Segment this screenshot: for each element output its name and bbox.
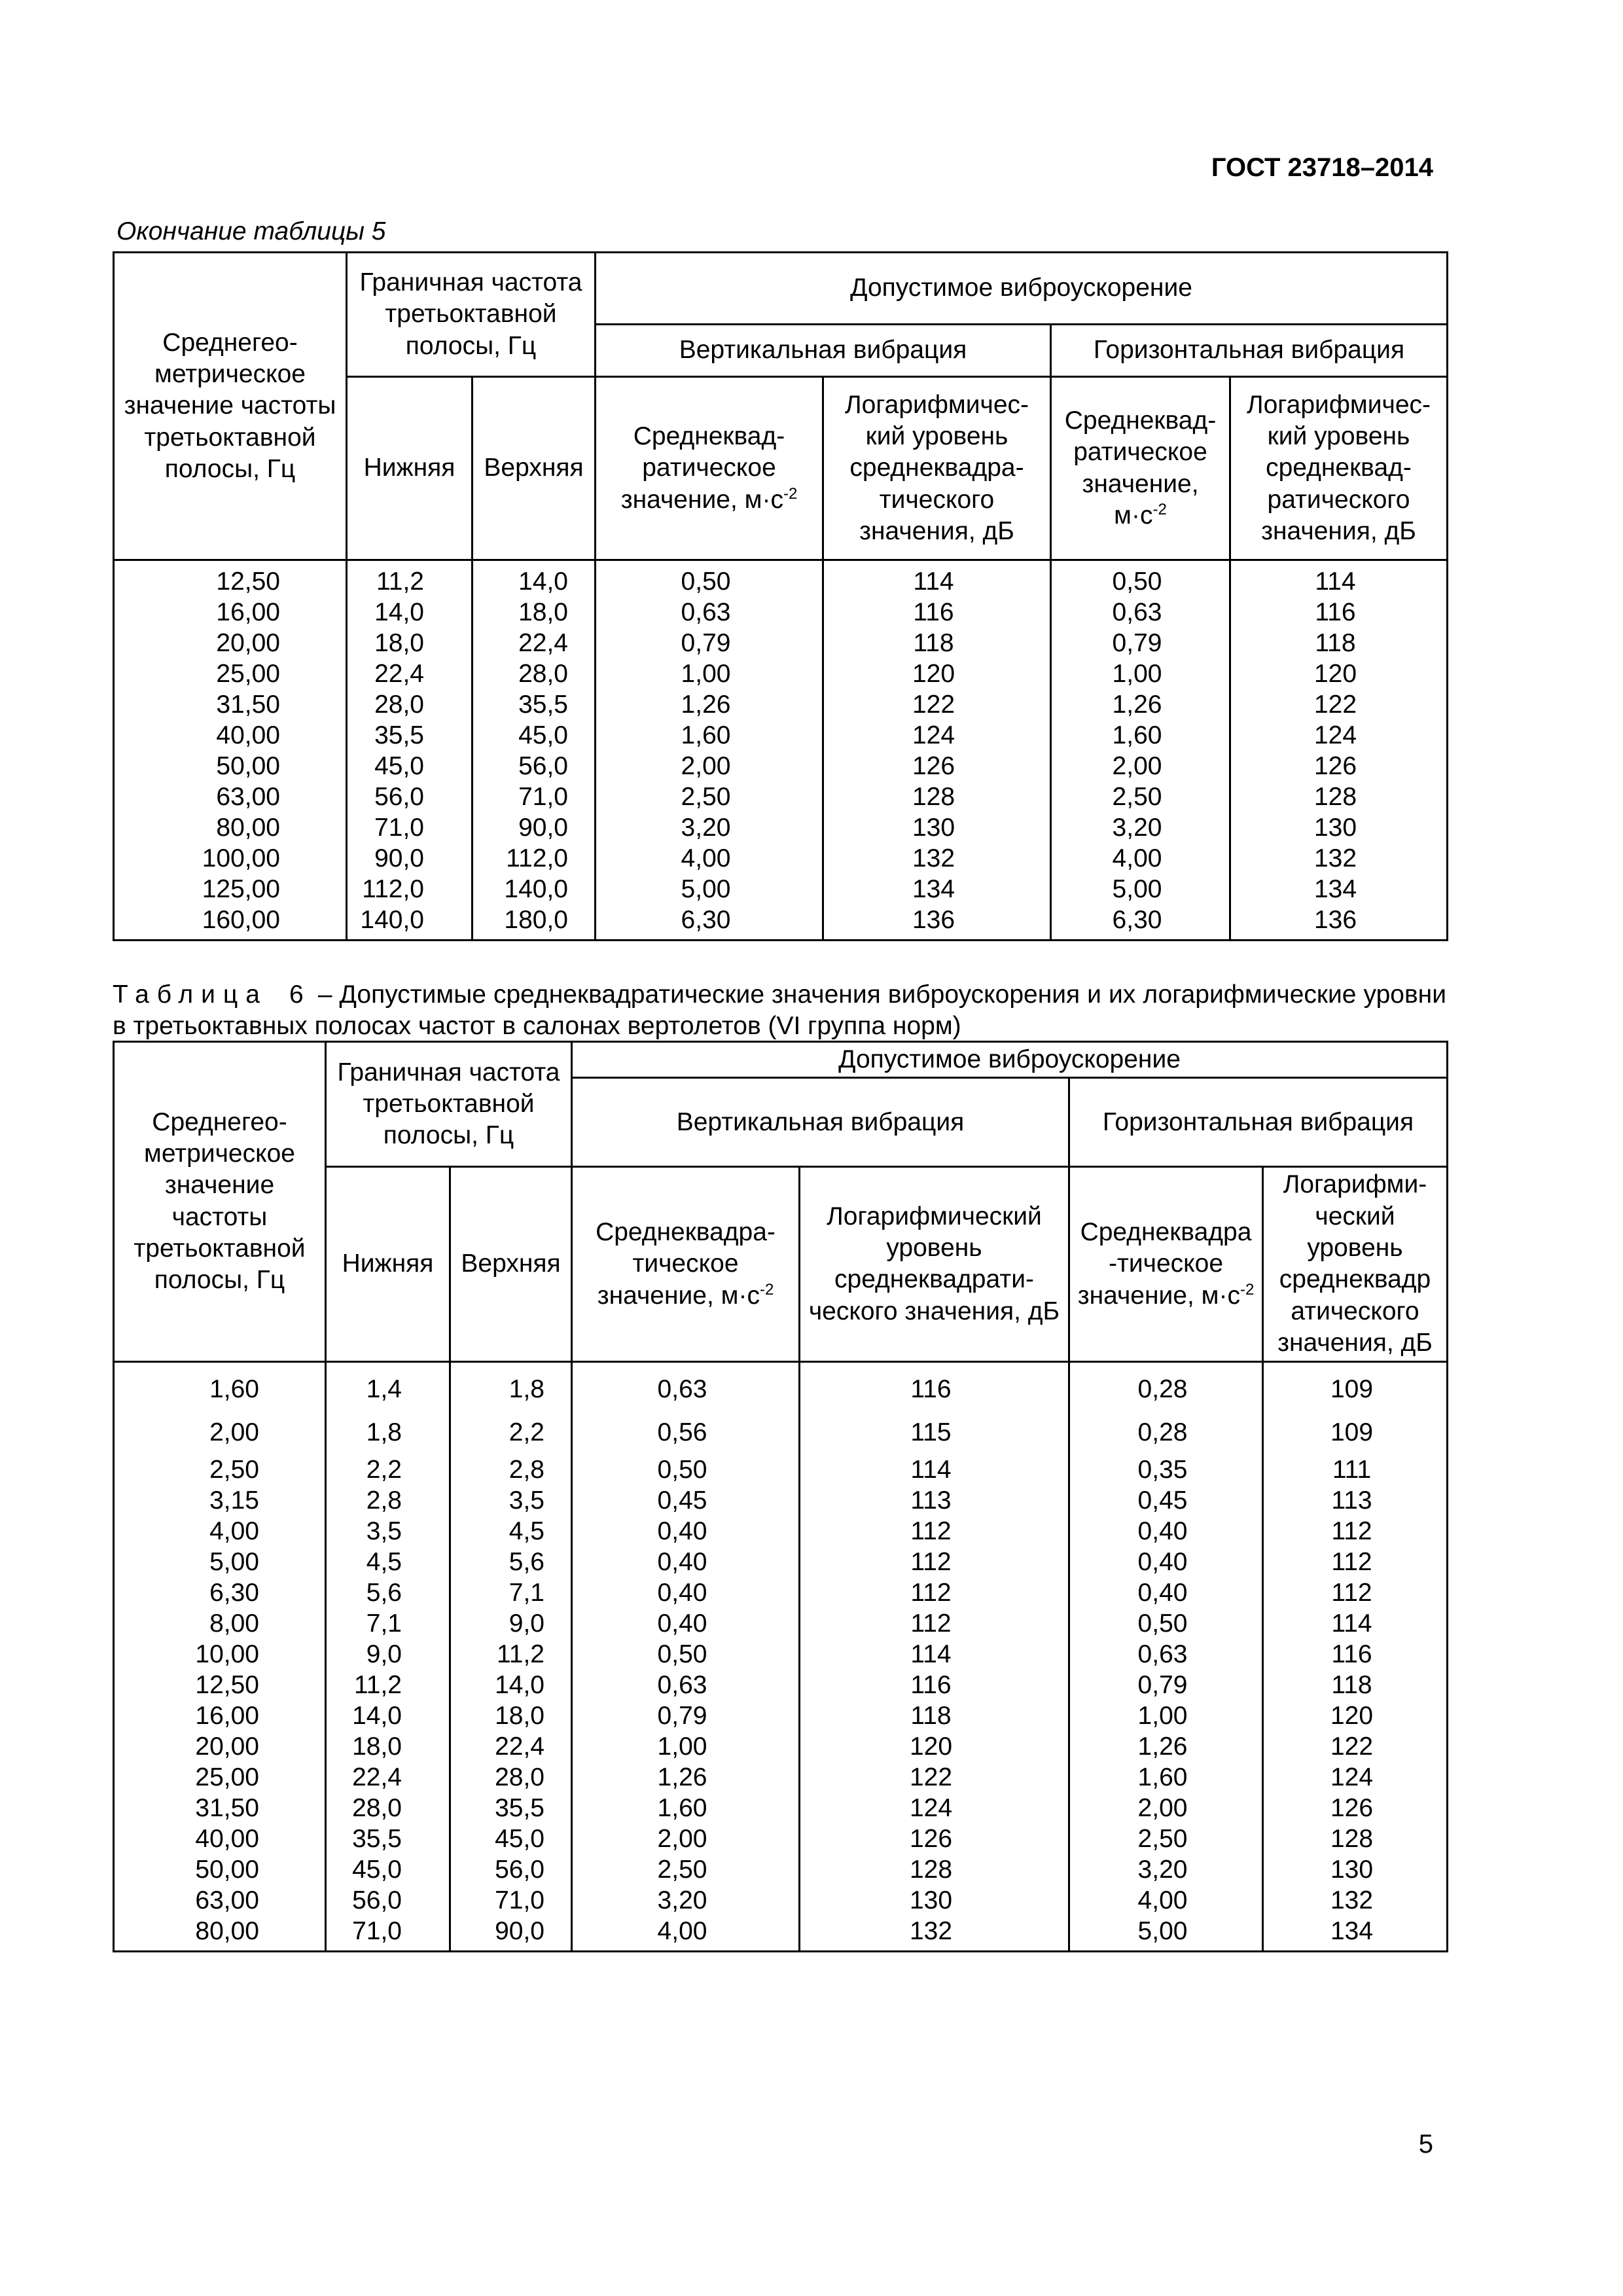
table-cell: 120 (1263, 1700, 1448, 1731)
table-cell: 28,0 (347, 689, 473, 720)
table-cell: 35,5 (326, 1823, 450, 1854)
table-cell: 128 (800, 1854, 1069, 1885)
table-cell: 130 (823, 812, 1051, 843)
table-cell: 56,0 (326, 1885, 450, 1916)
table-cell: 2,8 (450, 1454, 572, 1485)
vertical-header: Вертикальная вибрация (572, 1078, 1069, 1167)
log-vertical-header: Логарифмический уровень среднеквадрати-ческого значения, дБ (800, 1167, 1069, 1361)
table-row (114, 1670, 1448, 1700)
table-cell: 7,1 (326, 1608, 450, 1639)
table-row (114, 1608, 1448, 1639)
table-cell: 80,00 (114, 1916, 326, 1952)
freq-col-header: Среднегео-метрическое значение частоты третьоктавной полосы, Гц (114, 253, 347, 560)
table-cell: 1,00 (1069, 1700, 1263, 1731)
table-cell: 0,50 (1069, 1608, 1263, 1639)
table-cell: 5,00 (596, 874, 823, 905)
table-cell: 56,0 (473, 751, 596, 781)
table-cell: 3,5 (450, 1485, 572, 1516)
table-cell: 112 (1263, 1547, 1448, 1577)
table-cell: 2,2 (326, 1454, 450, 1485)
table-cell: 0,63 (572, 1361, 800, 1411)
table-cell: 0,50 (1051, 560, 1230, 598)
table-cell: 126 (1230, 751, 1448, 781)
table-cell: 2,50 (596, 781, 823, 812)
table-cell: 14,0 (347, 597, 473, 628)
table-cell: 0,40 (1069, 1516, 1263, 1547)
table-cell: 2,00 (1051, 751, 1230, 781)
table-cell: 120 (1230, 658, 1448, 689)
table-cell: 12,50 (114, 560, 347, 598)
table-cell: 2,00 (1069, 1793, 1263, 1823)
table-cell: 0,40 (572, 1577, 800, 1608)
table-cell: 111 (1263, 1454, 1448, 1485)
page-number: 5 (1418, 2130, 1433, 2159)
table-cell: 45,0 (473, 720, 596, 751)
table-row (114, 874, 1448, 905)
table-row (114, 1700, 1448, 1731)
table-row (114, 1823, 1448, 1854)
table-cell: 18,0 (450, 1700, 572, 1731)
log-horizontal-header: Логарифмичес-кий уровень среднеквад-ратического значения, дБ (1230, 377, 1448, 560)
table-cell: 28,0 (450, 1762, 572, 1793)
table-cell: 6,30 (596, 905, 823, 941)
table-cell: 112 (1263, 1516, 1448, 1547)
table-cell: 2,50 (572, 1854, 800, 1885)
table-cell: 3,15 (114, 1485, 326, 1516)
table-cell: 11,2 (450, 1639, 572, 1670)
table-row (114, 1485, 1448, 1516)
table-cell: 126 (823, 751, 1051, 781)
table-cell: 1,00 (572, 1731, 800, 1762)
table-cell: 31,50 (114, 689, 347, 720)
table-cell: 124 (823, 720, 1051, 751)
table-cell: 25,00 (114, 1762, 326, 1793)
table-row (114, 1885, 1448, 1916)
table-cell: 4,00 (1051, 843, 1230, 874)
table-cell: 11,2 (326, 1670, 450, 1700)
table-cell: 126 (1263, 1793, 1448, 1823)
table-cell: 112,0 (347, 874, 473, 905)
rms-horizontal-header: Среднеквадра -тическое значение, $м\cdot с^{-2}$ (1069, 1167, 1263, 1361)
table-row (114, 1454, 1448, 1485)
table-cell: 28,0 (326, 1793, 450, 1823)
table-cell: 3,20 (572, 1885, 800, 1916)
table-cell: 4,5 (450, 1516, 572, 1547)
table-cell: 20,00 (114, 628, 347, 658)
allowed-header: Допустимое виброускорение (572, 1042, 1448, 1078)
horizontal-header: Горизонтальная вибрация (1051, 325, 1448, 377)
table-cell: 1,26 (596, 689, 823, 720)
table-row (114, 1577, 1448, 1608)
table-cell: 35,5 (473, 689, 596, 720)
table-row (114, 1639, 1448, 1670)
table-cell: 45,0 (347, 751, 473, 781)
table-cell: 5,00 (114, 1547, 326, 1577)
table-cell: 126 (800, 1823, 1069, 1854)
table-row (114, 1411, 1448, 1454)
table-cell: 3,20 (596, 812, 823, 843)
table-cell: 122 (823, 689, 1051, 720)
table-row (114, 1547, 1448, 1577)
table-cell: 124 (1230, 720, 1448, 751)
table-cell: 3,20 (1051, 812, 1230, 843)
bound-col-header: Граничная частота третьоктавной полосы, Гц (347, 253, 596, 377)
lower-header: Нижняя (347, 377, 473, 560)
table-cell: 0,40 (572, 1547, 800, 1577)
table-cell: 0,63 (1069, 1639, 1263, 1670)
table-cell: 112 (800, 1547, 1069, 1577)
table-cell: 120 (800, 1731, 1069, 1762)
table-cell: 128 (1230, 781, 1448, 812)
table-cell: 116 (1230, 597, 1448, 628)
table-cell: 6,30 (114, 1577, 326, 1608)
table-cell: 134 (823, 874, 1051, 905)
table5 (113, 251, 1448, 941)
table-row (114, 1731, 1448, 1762)
table-row (114, 597, 1448, 628)
table-cell: 45,0 (326, 1854, 450, 1885)
table-row (114, 720, 1448, 751)
table-cell: 130 (1263, 1854, 1448, 1885)
table-cell: 4,00 (572, 1916, 800, 1952)
table-cell: 136 (823, 905, 1051, 941)
table-cell: 115 (800, 1411, 1069, 1454)
table-cell: 90,0 (473, 812, 596, 843)
table-cell: 130 (1230, 812, 1448, 843)
table-row (114, 1762, 1448, 1793)
table-cell: 0,45 (1069, 1485, 1263, 1516)
table-cell: 114 (1263, 1608, 1448, 1639)
table-cell: 113 (1263, 1485, 1448, 1516)
table-cell: 28,0 (473, 658, 596, 689)
upper-header: Верхняя (473, 377, 596, 560)
table-row (114, 1516, 1448, 1547)
table-cell: 8,00 (114, 1608, 326, 1639)
bound-col-header: Граничная частота третьоктавной полосы, Гц (326, 1042, 572, 1167)
table-cell: 5,6 (450, 1547, 572, 1577)
table-row (114, 905, 1448, 941)
table-cell: 5,6 (326, 1577, 450, 1608)
table-cell: 12,50 (114, 1670, 326, 1700)
table-cell: 63,00 (114, 1885, 326, 1916)
document-id: ГОСТ 23718–2014 (1211, 153, 1433, 182)
table-row (114, 1854, 1448, 1885)
table-row (114, 1361, 1448, 1411)
table-cell: 0,79 (1069, 1670, 1263, 1700)
table-cell: 0,63 (596, 597, 823, 628)
table-cell: 1,4 (326, 1361, 450, 1411)
table-cell: 1,26 (1069, 1731, 1263, 1762)
table-cell: 3,20 (1069, 1854, 1263, 1885)
table-cell: 0,50 (572, 1454, 800, 1485)
table-cell: 0,45 (572, 1485, 800, 1516)
vertical-header: Вертикальная вибрация (596, 325, 1051, 377)
table-cell: 1,26 (572, 1762, 800, 1793)
table-cell: 136 (1230, 905, 1448, 941)
table-cell: 1,00 (596, 658, 823, 689)
table-cell: 132 (1230, 843, 1448, 874)
table-cell: 118 (823, 628, 1051, 658)
table-cell: 35,5 (347, 720, 473, 751)
table-cell: 134 (1230, 874, 1448, 905)
table-cell: 18,0 (326, 1731, 450, 1762)
table-cell: 118 (1263, 1670, 1448, 1700)
table5-caption: Окончание таблицы 5 (116, 217, 386, 245)
table-cell: 5,00 (1051, 874, 1230, 905)
table-cell: 132 (823, 843, 1051, 874)
table-cell: 113 (800, 1485, 1069, 1516)
table-cell: 14,0 (326, 1700, 450, 1731)
table-cell: 116 (800, 1670, 1069, 1700)
table-cell: 0,28 (1069, 1361, 1263, 1411)
lower-header: Нижняя (326, 1167, 450, 1361)
table-cell: 0,79 (1051, 628, 1230, 658)
table-cell: 112,0 (473, 843, 596, 874)
table-cell: 180,0 (473, 905, 596, 941)
table-cell: 18,0 (347, 628, 473, 658)
table-cell: 1,00 (1051, 658, 1230, 689)
table-cell: 9,0 (450, 1608, 572, 1639)
table-cell: 160,00 (114, 905, 347, 941)
table-cell: 0,79 (596, 628, 823, 658)
table-cell: 22,4 (473, 628, 596, 658)
table-cell: 112 (800, 1577, 1069, 1608)
table-cell: 40,00 (114, 1823, 326, 1854)
table-row (114, 1793, 1448, 1823)
table-row (114, 689, 1448, 720)
table-cell: 2,00 (596, 751, 823, 781)
table-cell: 0,35 (1069, 1454, 1263, 1485)
table-cell: 114 (1230, 560, 1448, 598)
table-cell: 120 (823, 658, 1051, 689)
table-cell: 116 (823, 597, 1051, 628)
table-cell: 1,8 (326, 1411, 450, 1454)
table-cell: 4,00 (114, 1516, 326, 1547)
table-cell: 71,0 (473, 781, 596, 812)
table-cell: 1,60 (1051, 720, 1230, 751)
table-cell: 56,0 (450, 1854, 572, 1885)
rms-vertical-header: Среднеквадра-тическое значение, $м\cdot с^{-2}$ (572, 1167, 800, 1361)
table-cell: 16,00 (114, 1700, 326, 1731)
table-cell: 1,60 (596, 720, 823, 751)
table-cell: 40,00 (114, 720, 347, 751)
table-cell: 2,50 (1051, 781, 1230, 812)
table-cell: 0,63 (1051, 597, 1230, 628)
table-cell: 116 (1263, 1639, 1448, 1670)
table-cell: 114 (800, 1454, 1069, 1485)
allowed-header: Допустимое виброускорение (596, 253, 1448, 325)
table-cell: 10,00 (114, 1639, 326, 1670)
table-cell: 2,00 (572, 1823, 800, 1854)
table-cell: 122 (1230, 689, 1448, 720)
table-cell: 14,0 (450, 1670, 572, 1700)
table-cell: 16,00 (114, 597, 347, 628)
table-cell: 71,0 (326, 1916, 450, 1952)
log-vertical-header: Логарифмичес-кий уровень среднеквадра-тического значения, дБ (823, 377, 1051, 560)
freq-col-header: Среднегео-метрическое значение частоты третьоктавной полосы, Гц (114, 1042, 326, 1362)
table-cell: 124 (800, 1793, 1069, 1823)
table-cell: 100,00 (114, 843, 347, 874)
table-cell: 71,0 (347, 812, 473, 843)
table-cell: 112 (800, 1608, 1069, 1639)
table-cell: 112 (800, 1516, 1069, 1547)
table-cell: 56,0 (347, 781, 473, 812)
table-cell: 132 (1263, 1885, 1448, 1916)
table-cell: 0,63 (572, 1670, 800, 1700)
table-cell: 45,0 (450, 1823, 572, 1854)
table-row (114, 751, 1448, 781)
rms-horizontal-header: Среднеквад-ратическое значение, $м\cdot с^{-2}$ (1051, 377, 1230, 560)
table-cell: 20,00 (114, 1731, 326, 1762)
table-cell: 22,4 (450, 1731, 572, 1762)
table-cell: 35,5 (450, 1793, 572, 1823)
table-cell: 7,1 (450, 1577, 572, 1608)
table-cell: 2,00 (114, 1411, 326, 1454)
table-cell: 22,4 (347, 658, 473, 689)
table-cell: 124 (1263, 1762, 1448, 1793)
table-cell: 0,40 (572, 1608, 800, 1639)
table-cell: 0,40 (1069, 1577, 1263, 1608)
table-row (114, 812, 1448, 843)
upper-header: Верхняя (450, 1167, 572, 1361)
table-row (114, 1916, 1448, 1952)
table-cell: 80,00 (114, 812, 347, 843)
table-cell: 25,00 (114, 658, 347, 689)
horizontal-header: Горизонтальная вибрация (1069, 1078, 1448, 1167)
table-cell: 112 (1263, 1577, 1448, 1608)
table-cell: 5,00 (1069, 1916, 1263, 1952)
table-cell: 14,0 (473, 560, 596, 598)
table-cell: 9,0 (326, 1639, 450, 1670)
table-cell: 6,30 (1051, 905, 1230, 941)
table-cell: 2,8 (326, 1485, 450, 1516)
table-cell: 128 (823, 781, 1051, 812)
table-row (114, 843, 1448, 874)
table-cell: 118 (1230, 628, 1448, 658)
table-cell: 0,28 (1069, 1411, 1263, 1454)
table-cell: 122 (800, 1762, 1069, 1793)
table-cell: 63,00 (114, 781, 347, 812)
table-cell: 140,0 (347, 905, 473, 941)
table-cell: 4,5 (326, 1547, 450, 1577)
table-cell: 22,4 (326, 1762, 450, 1793)
table-cell: 2,50 (114, 1454, 326, 1485)
table-cell: 4,00 (1069, 1885, 1263, 1916)
table-cell: 134 (1263, 1916, 1448, 1952)
table-cell: 1,8 (450, 1361, 572, 1411)
table6-caption: Таблица 6 – Допустимые среднеквадратические значения виброускорения и их логарифмические уровни в третьоктавных полосах частот в салонах вертолетов (VI группа норм) (113, 980, 1446, 1041)
table-row (114, 781, 1448, 812)
table-cell: 71,0 (450, 1885, 572, 1916)
table-cell: 0,50 (572, 1639, 800, 1670)
table-cell: 1,26 (1051, 689, 1230, 720)
table-cell: 130 (800, 1885, 1069, 1916)
table-cell: 50,00 (114, 751, 347, 781)
log-horizontal-header: Логарифми-ческий уровень среднеквадр атического значения, дБ (1263, 1167, 1448, 1361)
table-cell: 50,00 (114, 1854, 326, 1885)
table-cell: 0,50 (596, 560, 823, 598)
table-cell: 90,0 (450, 1916, 572, 1952)
table-cell: 114 (823, 560, 1051, 598)
table-row (114, 628, 1448, 658)
table-cell: 122 (1263, 1731, 1448, 1762)
table-cell: 109 (1263, 1361, 1448, 1411)
table-cell: 1,60 (572, 1793, 800, 1823)
table6 (113, 1041, 1448, 1952)
table-cell: 1,60 (114, 1361, 326, 1411)
rms-vertical-header: Среднеквад-ратическое значение, $м\cdot с^{-2}$ (596, 377, 823, 560)
table-cell: 109 (1263, 1411, 1448, 1454)
table-cell: 2,2 (450, 1411, 572, 1454)
table-cell: 3,5 (326, 1516, 450, 1547)
table-cell: 140,0 (473, 874, 596, 905)
table-cell: 0,40 (1069, 1547, 1263, 1577)
table-cell: 90,0 (347, 843, 473, 874)
table-cell: 114 (800, 1639, 1069, 1670)
table-cell: 0,79 (572, 1700, 800, 1731)
table-cell: 125,00 (114, 874, 347, 905)
table-cell: 0,56 (572, 1411, 800, 1454)
table-cell: 1,60 (1069, 1762, 1263, 1793)
table-cell: 118 (800, 1700, 1069, 1731)
table-row (114, 658, 1448, 689)
table-row (114, 560, 1448, 598)
table-cell: 116 (800, 1361, 1069, 1411)
table-cell: 11,2 (347, 560, 473, 598)
table-cell: 18,0 (473, 597, 596, 628)
table-cell: 0,40 (572, 1516, 800, 1547)
table-cell: 31,50 (114, 1793, 326, 1823)
table-cell: 128 (1263, 1823, 1448, 1854)
table-cell: 2,50 (1069, 1823, 1263, 1854)
table-cell: 4,00 (596, 843, 823, 874)
table-cell: 132 (800, 1916, 1069, 1952)
